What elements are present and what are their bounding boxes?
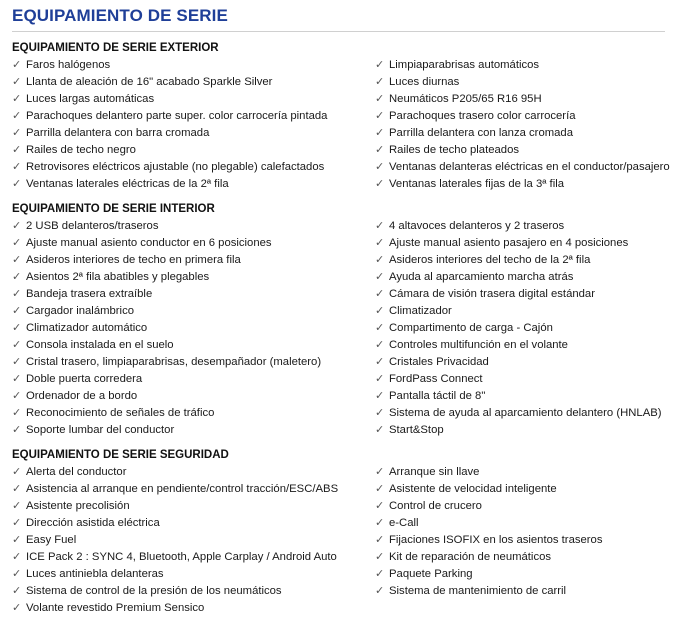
check-icon: ✓ [12,322,22,334]
item-label: Parachoques trasero color carrocería [389,110,576,122]
check-icon: ✓ [375,237,385,249]
item-label: Cristal trasero, limpiaparabrisas, desempañador (maletero) [26,356,322,368]
list-item [375,515,665,532]
item-label: Climatizador [389,305,452,317]
list-item [12,320,375,337]
list-item [375,303,665,320]
check-icon: ✓ [12,551,22,563]
item-label: Doble puerta corredera [26,373,143,385]
list-item [375,388,665,405]
list-item [12,600,375,617]
check-icon: ✓ [12,339,22,351]
list-item [12,354,375,371]
item-label: Volante revestido Premium Sensico [26,602,205,614]
item-label: Start&Stop [389,424,444,436]
list-item [12,464,375,481]
list-item [375,125,665,142]
item-label: Ajuste manual asiento pasajero en 4 posiciones [389,237,629,249]
list-item [12,125,375,142]
item-label: Asideros interiores de techo en primera fila [26,254,241,266]
check-icon: ✓ [375,483,385,495]
item-label: Control de crucero [389,500,482,512]
list-item [12,286,375,303]
check-icon: ✓ [375,534,385,546]
item-label: Ajuste manual asiento conductor en 6 posiciones [26,237,272,249]
section-columns [12,464,665,617]
item-label: Parrilla delantera con barra cromada [26,127,210,139]
list-item [12,481,375,498]
list-item [375,354,665,371]
left-column [12,57,375,193]
left-column [12,218,375,439]
list-item [12,422,375,439]
list-item [375,235,665,252]
list-item [12,549,375,566]
list-item [12,566,375,583]
item-label: Ventanas delanteras eléctricas en el conductor/pasajero [389,161,670,173]
item-label: Ventanas laterales eléctricas de la 2ª fila [26,178,229,190]
list-item [12,142,375,159]
list-item [375,91,665,108]
list-item [12,176,375,193]
list-item [375,498,665,515]
item-label: 4 altavoces delanteros y 2 traseros [389,220,565,232]
list-item [375,481,665,498]
check-icon: ✓ [375,568,385,580]
list-item [12,303,375,320]
list-item [375,159,670,176]
check-icon: ✓ [12,271,22,283]
check-icon: ✓ [12,59,22,71]
check-icon: ✓ [12,237,22,249]
item-label: Ventanas laterales fijas de la 3ª fila [389,178,564,190]
list-item [375,269,665,286]
item-label: Cámara de visión trasera digital estándar [389,288,595,300]
item-label: e-Call [389,517,419,529]
item-label: Luces diurnas [389,76,460,88]
check-icon: ✓ [12,76,22,88]
check-icon: ✓ [375,424,385,436]
item-label: Arranque sin llave [389,466,480,478]
check-icon: ✓ [375,517,385,529]
item-label: Asistente precolisión [26,500,130,512]
check-icon: ✓ [12,500,22,512]
list-item [12,515,375,532]
equipment-section [12,202,665,439]
check-icon: ✓ [375,93,385,105]
section-columns [12,57,670,193]
right-column [375,57,670,193]
item-label: Alerta del conductor [26,466,127,478]
check-icon: ✓ [375,305,385,317]
item-label: Paquete Parking [389,568,473,580]
item-label: 2 USB delanteros/traseros [26,220,159,232]
check-icon: ✓ [375,220,385,232]
item-label: Asideros interiores del techo de la 2ª fila [389,254,591,266]
list-item [12,91,375,108]
check-icon: ✓ [12,602,22,614]
check-icon: ✓ [375,144,385,156]
item-label: Retrovisores eléctricos ajustable (no plegable) calefactados [26,161,325,173]
check-icon: ✓ [12,568,22,580]
list-item [375,532,665,549]
section-columns [12,218,665,439]
check-icon: ✓ [12,305,22,317]
item-label: Kit de reparación de neumáticos [389,551,552,563]
check-icon: ✓ [375,407,385,419]
list-item [375,371,665,388]
section-title: EQUIPAMIENTO DE SERIE INTERIOR [12,203,215,215]
list-item [375,286,665,303]
check-icon: ✓ [12,534,22,546]
item-label: Parrilla delantera con lanza cromada [389,127,573,139]
list-item [375,405,665,422]
list-item [375,337,665,354]
check-icon: ✓ [12,390,22,402]
list-item [375,74,665,91]
check-icon: ✓ [12,407,22,419]
list-item [12,388,375,405]
check-icon: ✓ [12,220,22,232]
right-column [375,464,665,617]
item-label: Sistema de control de la presión de los neumáticos [26,585,282,597]
list-item [375,108,665,125]
check-icon: ✓ [375,551,385,563]
list-item [12,57,375,74]
item-label: Easy Fuel [26,534,77,546]
item-label: Compartimento de carga - Cajón [389,322,553,334]
item-label: Controles multifunción en el volante [389,339,568,351]
check-icon: ✓ [12,254,22,266]
item-label: Railes de techo negro [26,144,136,156]
check-icon: ✓ [12,585,22,597]
item-label: Reconocimiento de señales de tráfico [26,407,215,419]
list-item [375,583,665,600]
item-label: Neumáticos P205/65 R16 95H [389,93,542,105]
list-item [375,464,665,481]
item-label: Sistema de ayuda al aparcamiento delantero (HNLAB) [389,407,662,419]
list-item [12,532,375,549]
list-item [375,176,665,193]
check-icon: ✓ [375,466,385,478]
check-icon: ✓ [375,390,385,402]
check-icon: ✓ [12,127,22,139]
item-label: Llanta de aleación de 16" acabado Sparkle Silver [26,76,273,88]
check-icon: ✓ [12,356,22,368]
item-label: Limpiaparabrisas automáticos [389,59,540,71]
item-label: Asistente de velocidad inteligente [389,483,557,495]
list-item [375,252,665,269]
section-title: EQUIPAMIENTO DE SERIE EXTERIOR [12,42,219,54]
item-label: Sistema de mantenimiento de carril [389,585,567,597]
item-label: Cristales Privacidad [389,356,489,368]
list-item [12,405,375,422]
item-label: Dirección asistida eléctrica [26,517,160,529]
list-item [375,57,665,74]
list-item [12,218,375,235]
list-item [12,498,375,515]
list-item [12,252,375,269]
check-icon: ✓ [12,178,22,190]
check-icon: ✓ [12,161,22,173]
list-item [12,371,375,388]
page-title: EQUIPAMIENTO DE SERIE [12,6,665,32]
check-icon: ✓ [12,288,22,300]
list-item [375,320,665,337]
check-icon: ✓ [375,254,385,266]
list-item [12,235,375,252]
check-icon: ✓ [375,356,385,368]
sections-container [12,41,670,617]
item-label: Faros halógenos [26,59,111,71]
list-item [375,218,665,235]
list-item [375,549,665,566]
section-title: EQUIPAMIENTO DE SERIE SEGURIDAD [12,449,229,461]
check-icon: ✓ [375,271,385,283]
check-icon: ✓ [375,288,385,300]
left-column [12,464,375,617]
check-icon: ✓ [375,339,385,351]
item-label: Parachoques delantero parte super. color carrocería pintada [26,110,328,122]
list-item [375,142,665,159]
item-label: ICE Pack 2 : SYNC 4, Bluetooth, Apple Carplay / Android Auto [26,551,337,563]
item-label: Luces antiniebla delanteras [26,568,164,580]
check-icon: ✓ [375,322,385,334]
item-label: Fijaciones ISOFIX en los asientos traseros [389,534,603,546]
check-icon: ✓ [12,466,22,478]
check-icon: ✓ [12,483,22,495]
list-item [12,337,375,354]
equipment-section [12,41,670,193]
check-icon: ✓ [375,76,385,88]
check-icon: ✓ [375,500,385,512]
list-item [12,108,375,125]
item-label: Cargador inalámbrico [26,305,134,317]
list-item [375,422,665,439]
item-label: FordPass Connect [389,373,483,385]
item-label: Soporte lumbar del conductor [26,424,175,436]
check-icon: ✓ [375,110,385,122]
item-label: Railes de techo plateados [389,144,520,156]
item-label: Ordenador de a bordo [26,390,138,402]
list-item [12,159,375,176]
equipment-section [12,448,665,617]
check-icon: ✓ [375,585,385,597]
check-icon: ✓ [12,424,22,436]
item-label: Ayuda al aparcamiento marcha atrás [389,271,574,283]
check-icon: ✓ [12,110,22,122]
check-icon: ✓ [375,178,385,190]
check-icon: ✓ [12,93,22,105]
check-icon: ✓ [375,127,385,139]
list-item [12,583,375,600]
list-item [12,269,375,286]
list-item [375,566,665,583]
item-label: Asientos 2ª fila abatibles y plegables [26,271,210,283]
item-label: Consola instalada en el suelo [26,339,174,351]
check-icon: ✓ [375,373,385,385]
right-column [375,218,665,439]
check-icon: ✓ [375,59,385,71]
check-icon: ✓ [375,161,385,173]
check-icon: ✓ [12,144,22,156]
item-label: Luces largas automáticas [26,93,155,105]
item-label: Pantalla táctil de 8" [389,390,486,402]
item-label: Asistencia al arranque en pendiente/control tracción/ESC/ABS [26,483,339,495]
list-item [12,74,375,91]
item-label: Bandeja trasera extraíble [26,288,153,300]
item-label: Climatizador automático [26,322,148,334]
check-icon: ✓ [12,517,22,529]
check-icon: ✓ [12,373,22,385]
